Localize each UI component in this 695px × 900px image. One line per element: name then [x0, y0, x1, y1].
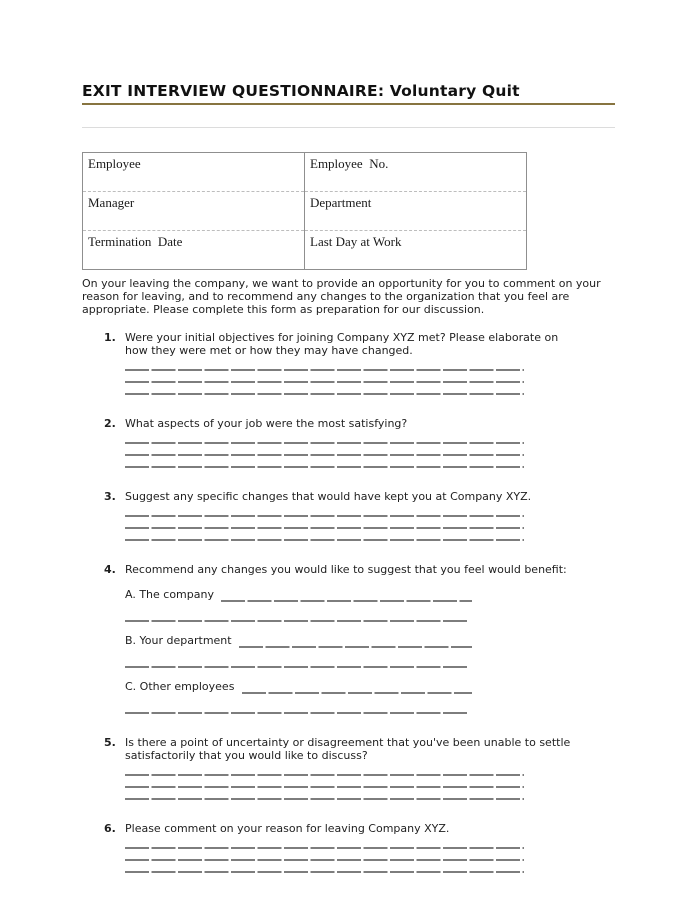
question-sub-item [125, 680, 615, 714]
question-body [125, 490, 615, 541]
sub-item-label: C. Other employees [125, 679, 238, 693]
question [104, 563, 615, 714]
sub-item-label: B. Your department [125, 633, 236, 647]
question-sub-item [125, 588, 615, 622]
question-text: Is there a point of uncertainty or disagreement that you've been unable to settle satisfactorily that you would like to discuss? [125, 735, 571, 762]
inline-blank-line [221, 588, 472, 602]
table-row [83, 231, 527, 270]
blank-line [125, 861, 524, 873]
table-cell-label: Department [310, 195, 372, 210]
question-text: Please comment on your reason for leaving Company XYZ. [125, 821, 450, 835]
table-cell-label: Last Day at Work [310, 234, 402, 249]
question [104, 417, 615, 468]
table-cell [305, 192, 527, 231]
table-cell-label: Employee [88, 156, 141, 171]
separator-rule [82, 127, 615, 128]
question-body [125, 563, 615, 714]
questions-list [82, 331, 615, 873]
blank-line [125, 432, 524, 444]
question-text: Recommend any changes you would like to suggest that you feel would benefit: [125, 562, 567, 576]
blank-line [125, 444, 524, 456]
table-cell-label: Manager [88, 195, 135, 210]
question [104, 736, 615, 800]
inline-blank-line [239, 634, 472, 648]
question [104, 490, 615, 541]
blank-line [125, 359, 524, 371]
sub-item-label: A. The company [125, 587, 218, 601]
blank-line [125, 383, 524, 395]
question-number: 2. [104, 416, 116, 430]
info-table [82, 152, 527, 270]
question-body [125, 822, 615, 873]
table-cell [305, 231, 527, 270]
question-text: Were your initial objectives for joining Company XYZ met? Please elaborate on how they were met or how they may have changed. [125, 330, 559, 357]
question-sub-item [125, 634, 615, 668]
question-body [125, 736, 615, 800]
table-cell [83, 192, 305, 231]
blank-line [125, 456, 524, 468]
question-number: 3. [104, 489, 116, 503]
sub-item-row [125, 680, 472, 694]
info-table-body [83, 153, 527, 270]
question-number: 5. [104, 735, 116, 749]
question-number: 1. [104, 330, 116, 344]
blank-line [125, 656, 467, 668]
question-text: What aspects of your job were the most satisfying? [125, 416, 408, 430]
blank-line [125, 764, 524, 776]
table-cell [83, 153, 305, 192]
question-number: 4. [104, 562, 116, 576]
sub-item-row [125, 634, 472, 648]
question [104, 331, 615, 395]
table-cell [83, 231, 305, 270]
blank-line [125, 529, 524, 541]
blank-line [125, 505, 524, 517]
blank-line [125, 702, 467, 714]
intro-paragraph: On your leaving the company, we want to provide an opportunity for you to comment on your reason for leaving, and to recommend any changes to the organization that you feel are appropriate. Please complete this form as preparation for our discussion. [82, 277, 601, 316]
blank-line [125, 610, 467, 622]
blank-line [125, 788, 524, 800]
blank-line [125, 371, 524, 383]
table-cell-label: Employee No. [310, 156, 389, 171]
table-row [83, 192, 527, 231]
question [104, 822, 615, 873]
table-cell-label: Termination Date [88, 234, 183, 249]
question-text: Suggest any specific changes that would have kept you at Company XYZ. [125, 489, 532, 503]
question-body [125, 417, 615, 468]
blank-line [125, 837, 524, 849]
table-row [83, 153, 527, 192]
document-title: EXIT INTERVIEW QUESTIONNAIRE: Voluntary Quit [82, 82, 615, 105]
sub-item-row [125, 588, 472, 602]
table-cell [305, 153, 527, 192]
inline-blank-line [242, 680, 472, 694]
blank-line [125, 517, 524, 529]
blank-line [125, 849, 524, 861]
question-body [125, 331, 615, 395]
blank-line [125, 776, 524, 788]
question-number: 6. [104, 821, 116, 835]
